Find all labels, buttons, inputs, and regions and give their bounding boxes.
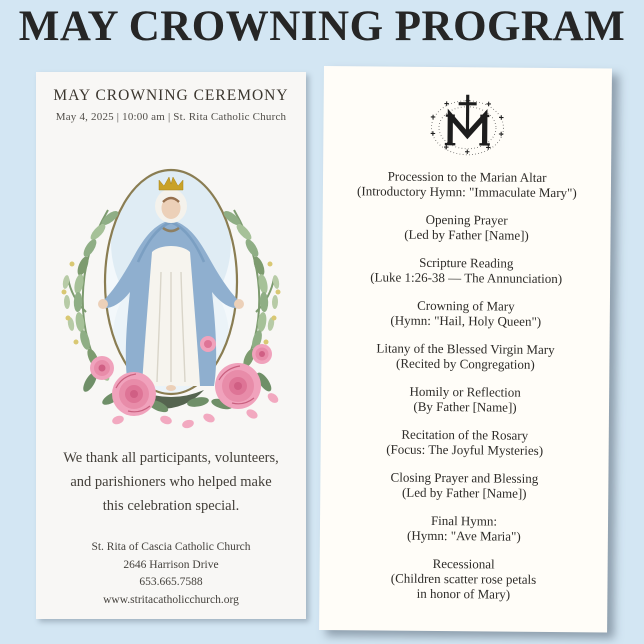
program-item-subtitle: [320, 484, 608, 502]
text-line: this celebration special.: [102, 498, 240, 514]
program-item: [321, 383, 609, 416]
program-item-title: Recitation of the Rosary: [401, 426, 529, 443]
program-item-title: Procession to the Marian Altar: [387, 168, 547, 185]
mary-artwork: [46, 132, 296, 437]
program-item: [323, 168, 611, 201]
program-item-title: Litany of the Blessed Virgin Mary: [376, 340, 555, 358]
program-item-subtitle-line: (Recited by Congregation): [396, 355, 535, 372]
church-website: www.stritacatholicchurch.org: [103, 593, 239, 606]
marian-cross-monogram-icon: [425, 90, 510, 163]
program-item-title: Final Hymn:: [430, 512, 498, 529]
program-item-subtitle-line: (Hymn: "Hail, Holy Queen"): [390, 312, 542, 329]
right-hand: [234, 299, 244, 309]
rose-small-left: [90, 356, 114, 380]
program-list: [319, 168, 611, 602]
program-item-subtitle: [322, 312, 610, 330]
program-item-title: Recessional: [432, 555, 495, 572]
rose-large-right: [215, 363, 261, 409]
program-item-subtitle: [321, 398, 609, 416]
program-item: [321, 340, 609, 373]
church-name: St. Rita of Cascia Catholic Church: [91, 541, 251, 553]
program-item-title: Opening Prayer: [425, 211, 508, 228]
rose-large-left: [112, 372, 156, 416]
program-item-subtitle-line: (Introductory Hymn: "Immaculate Mary"): [357, 183, 577, 201]
church-contact-block: [36, 539, 306, 609]
ceremony-card-details: May 4, 2025 | 10:00 am | St. Rita Catholic Church: [55, 111, 287, 123]
thank-you-text: [36, 446, 306, 518]
left-hand: [98, 299, 108, 309]
ceremony-card-title: MAY CROWNING CEREMONY: [53, 87, 289, 104]
program-item: [321, 426, 609, 459]
program-item-subtitle-line: (By Father [Name]): [413, 398, 517, 415]
program-item-subtitle: [320, 527, 608, 545]
program-item-subtitle-line: (Children scatter rose petals: [390, 570, 537, 587]
program-item: [320, 512, 608, 545]
program-item-subtitle: [322, 226, 610, 244]
program-card: [319, 66, 612, 632]
program-item-subtitle-line: (Led by Father [Name]): [401, 484, 527, 501]
program-item-subtitle: [322, 269, 610, 287]
ceremony-card: [36, 72, 306, 619]
program-item-subtitle: [321, 441, 609, 459]
program-item-subtitle: [323, 183, 611, 201]
program-item-subtitle: [321, 355, 609, 373]
program-item-subtitle-line: in honor of Mary): [416, 585, 511, 602]
program-item-title: Scripture Reading: [419, 254, 514, 271]
feet: [166, 385, 176, 391]
program-item: [319, 555, 607, 603]
program-item-subtitle-line: (Led by Father [Name]): [404, 226, 529, 243]
program-item: [320, 469, 608, 502]
program-item-subtitle-line: (Focus: The Joyful Mysteries): [386, 441, 544, 458]
program-item-subtitle-line: (Hymn: "Ave Maria"): [407, 527, 521, 544]
program-item: [322, 297, 610, 330]
program-item: [322, 211, 610, 244]
program-item: [322, 254, 610, 287]
program-item-title: Closing Prayer and Blessing: [390, 469, 539, 486]
program-item-title: Homily or Reflection: [409, 383, 521, 400]
church-address: 2646 Harrison Drive: [123, 558, 219, 571]
program-item-subtitle-line: (Luke 1:26-38 — The Annunciation): [370, 269, 563, 287]
church-phone: 653.665.7588: [139, 576, 203, 588]
virgin-mary-icon: [46, 132, 296, 437]
program-item-title: Crowning of Mary: [417, 297, 515, 314]
program-item-subtitle: [319, 570, 607, 603]
text-line: and parishioners who helped make: [70, 474, 272, 490]
text-line: We thank all participants, volunteers,: [63, 450, 279, 466]
page-title: MAY CROWNING PROGRAM: [18, 3, 626, 50]
